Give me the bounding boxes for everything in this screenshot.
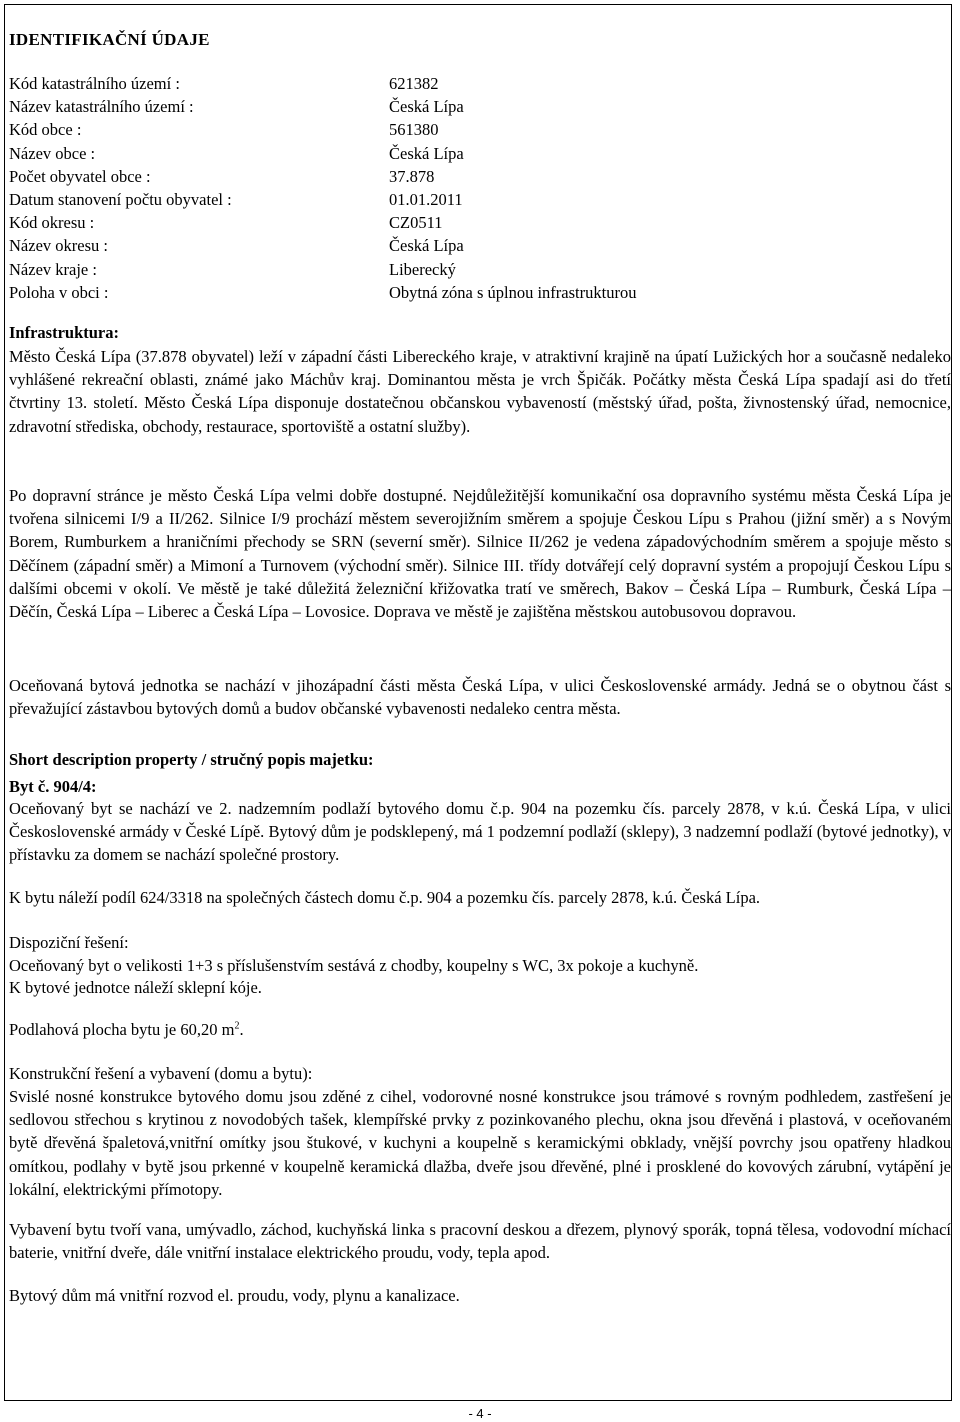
identification-key: Kód katastrálního území :	[9, 74, 180, 93]
infrastructure-paragraph-3: Oceňovaná bytová jednotka se nachází v jihozápadní části města Česká Lípa, v ulici Československé armády. Jedná se o obytnou část s převažující zástavbou bytových domů a budov občanské vybavenosti nedaleko centra města.	[9, 676, 951, 719]
property-title: Short description property / stručný popis majetku:	[9, 750, 374, 769]
identification-key: Kód okresu :	[9, 213, 95, 233]
identification-key: Počet obyvatel obce :	[9, 166, 151, 186]
identification-key: Datum stanovení počtu obyvatel :	[9, 189, 232, 209]
identification-row	[9, 258, 909, 281]
identification-key: Název katastrálního území :	[9, 97, 194, 117]
identification-value: 01.01.2011	[389, 189, 463, 209]
identification-value: Česká Lípa	[389, 236, 464, 256]
utilities-text: Bytový dům má vnitřní rozvod el. proudu, vody, plynu a kanalizace.	[9, 1286, 460, 1305]
construction-text: Svislé nosné konstrukce bytového domu jsou zděné z cihel, vodorovné nosné konstrukce jsou trámové s rovným podhledem, zastřešení je sedlovou střechou s krytinou z novodobých tašek, klempířské prvky z pozinkovaného plechu, okna jsou dřevěná i plastová, v oceňovaném bytě dřevěná špaletová,vnitřní omítky jsou štukové, v kuchyni a koupelně s keramickými obklady, vnější povrchy jsou opatřeny hladkou omítkou, podlahy v bytě jsou prkenné v koupelně keramická dlažba, dveře jsou dřevěné, plné i prosklené do kovových zárubní, vytápění je lokální, elektrickými přímotopy.	[9, 1087, 951, 1199]
identification-row	[9, 165, 909, 188]
property-paragraph-2: K bytu náleží podíl 624/3318 na společných částech domu č.p. 904 a pozemku čís. parcely 2878, k.ú. Česká Lípa.	[9, 888, 761, 907]
page-number: - 4 -	[468, 1406, 492, 1421]
identification-value: 621382	[389, 74, 439, 93]
identification-row	[9, 118, 909, 141]
infrastructure-paragraph-1: Město Česká Lípa (37.878 obyvatel) leží v západní části Libereckého kraje, v atraktivní krajině na úpatí Lužických hor a současně nedaleko vyhlášené rekreační oblasti, známé jako Máchův kraj. Dominantou města je vrch Špičák. Počátky města Česká Lípa spadají asi do třetí čtvrtiny 13. století. Město Česká Lípa disponuje dostatečnou občanskou vybaveností (městský úřad, pošta, živnostenský úřad, nemocnice, zdravotní střediska, obchody, restaurace, sportoviště a ostatní služby).	[9, 347, 951, 436]
identification-key: Poloha v obci :	[9, 282, 109, 302]
infrastructure-title: Infrastruktura:	[9, 323, 119, 342]
construction-title: Konstrukční řešení a vybavení (domu a bytu):	[9, 1064, 313, 1083]
section-heading: IDENTIFIKAČNÍ ÚDAJE	[9, 30, 210, 49]
identification-value: 37.878	[389, 166, 435, 186]
identification-value: Česká Lípa	[389, 97, 464, 117]
identification-row	[9, 95, 909, 118]
identification-value: CZ0511	[389, 213, 443, 233]
identification-key: Název okresu :	[9, 236, 108, 256]
identification-row	[9, 72, 909, 95]
identification-row	[9, 281, 909, 304]
identification-key: Kód obce :	[9, 120, 82, 140]
floor-area	[9, 1018, 951, 1041]
unit-title: Byt č. 904/4:	[9, 777, 97, 796]
identification-row	[9, 188, 909, 211]
identification-key: Název obce :	[9, 143, 96, 163]
identification-row	[9, 211, 909, 234]
identification-key: Název kraje :	[9, 259, 97, 279]
identification-value: 561380	[389, 120, 439, 140]
identification-row	[9, 142, 909, 165]
identification-list	[9, 72, 909, 304]
property-paragraph-1: Oceňovaný byt se nachází ve 2. nadzemním podlaží bytového domu č.p. 904 na pozemku čís. parcely 2878, v k.ú. Česká Lípa, v ulici Československé armády v České Lípě. Bytový dům je podsklepený, má 1 podzemní podlaží (sklepy), 3 nadzemní podlaží (bytové jednotky), v přístavku za domem se nachází společné prostory.	[9, 799, 951, 865]
layout-line-1: Oceňovaný byt o velikosti 1+3 s příslušenstvím sestává z chodby, koupelny s WC, 3x pokoje a kuchyně.	[9, 956, 699, 975]
layout-title: Dispoziční řešení:	[9, 933, 129, 952]
layout-line-2: K bytové jednotce náleží sklepní kóje.	[9, 978, 262, 997]
equipment-text: Vybavení bytu tvoří vana, umývadlo, záchod, kuchyňská linka s pracovní deskou a dřezem, plynový sporák, topná tělesa, vodovodní míchací baterie, vnitřní dveře, dále vnitřní instalace elektrického proudu, vody, tepla apod.	[9, 1220, 951, 1263]
identification-row	[9, 234, 909, 257]
floor-area-text: Podlahová plocha bytu je 60,20 m	[9, 1020, 235, 1039]
identification-value: Obytná zóna s úplnou infrastrukturou	[389, 282, 637, 302]
identification-value: Česká Lípa	[389, 143, 464, 163]
identification-value: Liberecký	[389, 259, 456, 279]
infrastructure-paragraph-2: Po dopravní stránce je město Česká Lípa velmi dobře dostupné. Nejdůležitější komunikační osa dopravního systému města Česká Lípa je tvořena silnicemi I/9 a II/262. Silnice I/9 prochází městem severojižním směrem a spojuje Českou Lípu s Prahou (jižní směr) a s Novým Borem, Rumburkem a hraničními přechody se SRN (severní směr). Silnice II/262 je vedena západovýchodním směrem a spojuje město s Děčínem (západní směr) a Mimoní a Turnovem (východní směr). Silnice III. třídy dotvářejí celý dopravní systém a propojují Českou Lípu s dalšími obcemi v okolí. Ve městě je také důležitá železniční křižovatka tratí ve směrech, Bakov – Česká Lípa – Rumburk, Česká Lípa – Děčín, Česká Lípa – Liberec a Česká Lípa – Lovosice. Doprava ve městě je zajištěna městskou autobusovou dopravou.	[9, 486, 951, 622]
floor-area-sup: 2	[234, 1020, 240, 1032]
floor-area-end: .	[239, 1020, 244, 1039]
